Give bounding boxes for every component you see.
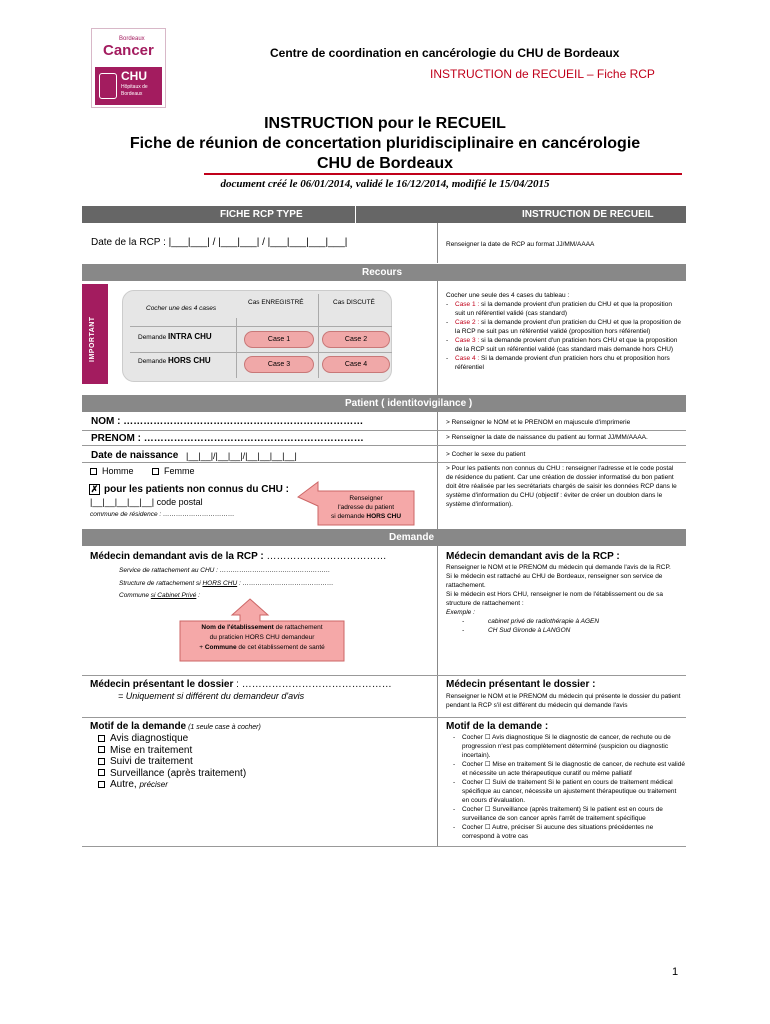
medecin-demandant-field[interactable] [90, 551, 387, 562]
structure-field[interactable] [119, 579, 334, 588]
presentant-instr-title: Médecin présentant le dossier : [446, 679, 596, 690]
case-text: si la demande provient d'un praticien du CHU et que la proposition de la RCP ne suit pas un référentiel validé (proposition hors référentiel) [455, 319, 681, 335]
callout3-pre: si demande [330, 513, 367, 520]
commune-post: : [196, 592, 200, 599]
motif-instr-item: - Cocher ☐ Surveillance (après traitement) Si le patient est en cours de surveillance de son cancer après l'arrêt de traitement spécifique [453, 805, 685, 823]
demande-callout-1 [180, 623, 344, 633]
callout3-text: HORS CHU [366, 513, 402, 520]
naissance-line [82, 462, 686, 463]
naissance-field[interactable]: |__|__|/|__|__|/|__|__|__|__| [186, 451, 297, 461]
recours-instr-list [446, 300, 682, 372]
grid-line-v2 [318, 294, 319, 378]
patient-bar-label: Patient ( identitovigilance ) [345, 398, 473, 409]
nom-line [82, 430, 686, 431]
cas-enregistre-header: Cas ENREGISTRÉ [248, 299, 304, 306]
naissance-label: Date de naissance [91, 450, 179, 461]
checkbox-icon [98, 735, 105, 742]
demande-hors-label [138, 356, 211, 366]
motif-instr-item: - Cocher ☐ Suivi de traitement Si le patient en cours de traitement médical spécifique au cancer, nécessite un ajustement thérapeutique ou traitement en cours d'évaluation. [453, 778, 685, 805]
cas-discute-header: Cas DISCUTÉ [333, 299, 375, 306]
important-label [82, 284, 108, 384]
grid-line-v1 [236, 318, 237, 378]
intra-pre: Demande [138, 334, 168, 341]
patient-callout-2: l'adresse du patient [337, 504, 395, 511]
column-header-bar [82, 206, 686, 223]
exemple-list [446, 617, 682, 635]
case-label: Case 1 : [455, 301, 480, 308]
recours-cocher: Cocher une des 4 cases [146, 305, 217, 312]
chu-logo [95, 67, 162, 105]
important-text: IMPORTANT [89, 316, 96, 362]
presentant-label: Médecin présentant le dossier [90, 679, 234, 690]
motif-line [82, 717, 686, 718]
logo-small-text: Bordeaux [119, 36, 145, 42]
patient-callout [318, 494, 414, 521]
checkbox-icon [98, 746, 105, 753]
presentant-sub: = Uniquement si différent du demandeur d'avis [118, 691, 305, 701]
document-dates: document créé le 06/01/2014, validé le 16/12/2014, modifié le 15/04/2015 [220, 178, 550, 190]
case-label: Case 2 : [455, 319, 480, 326]
recours-bar-label: Recours [362, 267, 403, 278]
prenom-field[interactable]: PRENOM : ………………………………………………………… [91, 433, 364, 444]
motif-preciser: préciser [139, 780, 168, 789]
grid-line-h2 [130, 352, 392, 353]
recours-instr-item [446, 336, 682, 354]
femme-checkbox[interactable] [152, 466, 195, 476]
motif-label [90, 721, 261, 732]
motif-list [98, 733, 246, 791]
medecin-instr-line: Renseigner le NOM et le PRENOM du médecin qui demande l'avis de la RCP. [446, 564, 671, 571]
motif-checkbox[interactable] [98, 745, 246, 757]
date-rcp-field[interactable]: Date de la RCP : |___|___| / |___|___| / |___|___|___|___| [91, 237, 348, 248]
recours-divider [437, 281, 438, 397]
commune-u: si Cabinet Privé [150, 592, 197, 599]
page-number: 1 [672, 966, 679, 978]
commune-pre: Commune [119, 592, 151, 599]
femme-label: Femme [164, 466, 195, 476]
cancer-logo [91, 28, 166, 108]
chu-logo-sub2: Bordeaux [121, 91, 143, 97]
checkbox-icon [90, 468, 97, 475]
callout3-b: Commune [204, 644, 237, 651]
medecin-label: Médecin demandant avis de la RCP : [90, 551, 264, 562]
demande-bar [82, 529, 686, 546]
column-right-header: INSTRUCTION DE RECUEIL [522, 209, 654, 220]
demande-callout-2: du praticien HORS CHU demandeur [209, 634, 315, 641]
demande-callout [180, 623, 344, 653]
chu-logo-sub1: Hôpitaux de [121, 84, 148, 90]
title-line3: CHU de Bordeaux [316, 155, 454, 172]
naissance-instruction: > Cocher le sexe du patient [446, 451, 526, 458]
title-underline [204, 173, 682, 175]
recours-instr-intro: Cocher une seule des 4 cases du tableau : [446, 292, 570, 299]
medecin-instr-line: Si le médecin est rattaché au CHU de Bordeaux, renseigner son service de rattachement. [446, 573, 663, 589]
structure-u: HORS CHU [202, 580, 238, 587]
case3-checkbox[interactable]: Case 3 [244, 356, 314, 373]
motif-instr-item: - Cocher ☐ Autre, préciser Si aucune des situations précédentes ne correspond à votre cas [453, 823, 685, 841]
demande-intra-label [138, 332, 212, 342]
motif-option-label: Mise en traitement [110, 744, 193, 756]
callout1-b: Nom de l'établissement [201, 624, 274, 631]
date-divider [437, 223, 438, 263]
demande-bar-label: Demande [389, 532, 435, 543]
case-label: Case 4 : [455, 355, 480, 362]
prenom-line [82, 445, 686, 446]
exemple-label: Exemple : [446, 609, 475, 616]
callout1-text: de rattachement [273, 624, 323, 631]
hors-text: HORS CHU [168, 356, 211, 365]
homme-label: Homme [102, 466, 134, 476]
case4-checkbox[interactable]: Case 4 [322, 356, 390, 373]
homme-checkbox[interactable] [90, 466, 134, 476]
medecin-instr-title: Médecin demandant avis de la RCP : [446, 551, 620, 562]
case-text: si la demande provient d'un praticien hors CHU et que la proposition de la RCP suit un référentiel validé (cas standard mais demande hors CHU) [455, 337, 678, 353]
case1-checkbox[interactable]: Case 1 [244, 331, 314, 348]
checkbox-icon [152, 468, 159, 475]
header-doc: INSTRUCTION de RECUEIL – Fiche RCP [430, 67, 655, 81]
motif-option-label: Suivi de traitement [110, 756, 193, 767]
checkbox-icon [98, 781, 105, 788]
sexe-instruction: > Pour les patients non connus du CHU : renseigner l'adresse et le code postal de résidence du patient. Car une création de dossier informatisé du bon patient doit être réalisée par les secrétariats chargés de saisir les données RCP dans le système d'information du CHU (objectif : éviter de créer un doublon dans le système d'information). [446, 465, 677, 508]
prenom-instruction: > Renseigner la date de naissance du patient au format JJ/MM/AAAA. [446, 434, 648, 441]
presentant-line [82, 675, 686, 676]
code-postal-field[interactable]: |__|__|__|__|__| code postal [90, 497, 203, 507]
exemple-item: - cabinet privé de radiothérapie à AGEN [462, 617, 682, 626]
patient-callout-3 [318, 512, 414, 521]
motif-option-label: Surveillance (après traitement) [110, 767, 247, 779]
intra-text: INTRA CHU [168, 332, 212, 341]
motif-label-text: Motif de la demande [90, 721, 187, 732]
column-left-header: FICHE RCP TYPE [220, 209, 303, 220]
recours-bar [82, 264, 686, 281]
medecin-instr-line: Si le médecin est Hors CHU, renseigner le nom de l'établissement ou de sa structure de rattachement : [446, 591, 663, 607]
motif-option-label: Autre, [110, 779, 140, 790]
exemple-item: - CH Sud Gironde à LANGON [462, 626, 682, 635]
presentant-instructions: Renseigner le NOM et le PRENOM du médecin qui présente le dossier du patient pendant la RCP s'il est différent du médecin qui demande l'avis [446, 693, 681, 709]
checkbox-icon [98, 758, 105, 765]
checkbox-icon [98, 769, 105, 776]
hospital-icon [99, 73, 117, 99]
recours-instr-item [446, 318, 682, 336]
callout3-pre-d: + [199, 644, 205, 651]
grid-line-h1 [130, 326, 392, 327]
motif-checkbox[interactable] [98, 768, 246, 780]
commune-field[interactable]: commune de résidence : …………………………… [90, 511, 235, 518]
medecin-instr-lines [446, 563, 682, 608]
demande-divider [437, 546, 438, 846]
callout3-text-d: de cet établissement de santé [236, 644, 325, 651]
presentant-dots: : ……………………………………… [233, 679, 392, 690]
recours-instr-item [446, 354, 682, 372]
structure-post: : …………………………………… [237, 580, 334, 587]
hors-chu-label: pour les patients non connus du CHU : [104, 484, 289, 495]
hors-chu-checkbox[interactable] [89, 484, 289, 495]
motif-instr-list [453, 733, 685, 841]
patient-bar [82, 395, 686, 412]
date-rcp-instruction: Renseigner la date de RCP au format JJ/MM/AAAA [446, 241, 595, 248]
header-org: Centre de coordination en cancérologie du CHU de Bordeaux [270, 46, 620, 60]
motif-option-label: Avis diagnostique [110, 733, 189, 744]
column-divider [355, 206, 356, 223]
title-line1: INSTRUCTION pour le RECUEIL [264, 115, 506, 132]
checked-box-icon: ✗ [90, 484, 99, 494]
case-text: Si la demande provient d'un praticien hors chu et proposition hors référentiel [455, 355, 670, 371]
medecin-dots: ……………………………… [263, 551, 387, 562]
motif-instr-title: Motif de la demande : [446, 721, 549, 732]
bottom-line [82, 846, 686, 847]
presentant-field[interactable] [90, 679, 392, 690]
motif-instr-item: - Cocher ☐ Mise en traitement Si le diagnostic de cancer, de rechute est validé et nécessite un acte thérapeutique curatif ou même palliatif [453, 760, 685, 778]
chu-logo-text: CHU [121, 69, 147, 83]
medecin-instructions [446, 563, 682, 635]
motif-instr-item: - Cocher ☐ Avis diagnostique Si le diagnostic de cancer, de rechute ou de progression n'est pas complètement déterminé (suspicion ou diagnostic incertain). [453, 733, 685, 760]
logo-top [95, 32, 162, 66]
logo-main-text: Cancer [103, 42, 154, 59]
patient-callout-1: Renseigner [349, 495, 383, 502]
motif-checkbox[interactable] [98, 733, 246, 745]
structure-pre: Structure de rattachement si [119, 580, 203, 587]
motif-note: (1 seule case à cocher) [186, 724, 261, 731]
case-text: si la demande provient d'un praticien du CHU et que la proposition suit un référentiel validé (cas standard) [455, 301, 672, 317]
recours-instr-item [446, 300, 682, 318]
nom-field[interactable]: NOM : ……………………………………………………………… [91, 416, 364, 427]
nom-instruction: > Renseigner le NOM et le PRENOM en majuscule d'imprimerie [446, 419, 631, 426]
hors-pre: Demande [138, 358, 168, 365]
case-label: Case 3 : [455, 337, 480, 344]
title-line2: Fiche de réunion de concertation pluridisciplinaire en cancérologie [129, 135, 641, 152]
demande-callout-3 [180, 643, 344, 653]
service-field[interactable]: Service de rattachement au CHU : …………………………………………… [119, 567, 331, 574]
case2-checkbox[interactable]: Case 2 [322, 331, 390, 348]
motif-checkbox[interactable] [98, 779, 246, 791]
recours-instructions [446, 291, 682, 372]
motif-checkbox[interactable] [98, 756, 246, 768]
